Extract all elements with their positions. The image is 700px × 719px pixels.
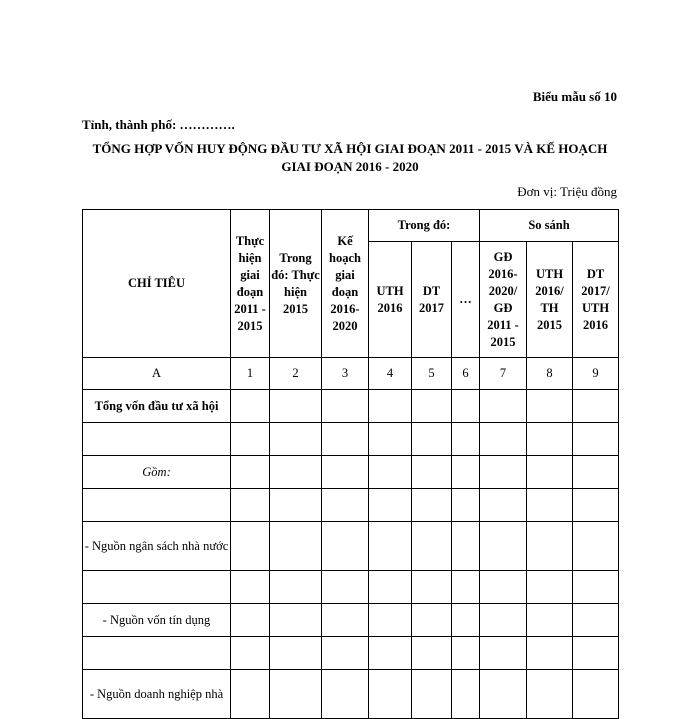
investment-table bbox=[82, 209, 619, 719]
header-criteria: CHỈ TIÊU bbox=[83, 210, 231, 358]
table-row bbox=[83, 456, 619, 489]
table-row bbox=[83, 489, 619, 522]
row-label-state-enterprise: - Nguồn doanh nghiệp nhà bbox=[83, 670, 231, 719]
header-dt-2017: DT 2017 bbox=[412, 242, 452, 358]
index-cell: 9 bbox=[573, 358, 619, 390]
table-row bbox=[83, 670, 619, 719]
row-label-total: Tổng vốn đầu tư xã hội bbox=[83, 390, 231, 423]
header-ellipsis: … bbox=[452, 242, 480, 358]
header-uth-th-ratio: UTH 2016/ TH 2015 bbox=[527, 242, 573, 358]
index-row bbox=[83, 358, 619, 390]
table-row bbox=[83, 390, 619, 423]
header-dt-uth-ratio: DT 2017/ UTH 2016 bbox=[573, 242, 619, 358]
unit-label: Đơn vị: Triệu đồng bbox=[517, 184, 617, 199]
index-cell: A bbox=[83, 358, 231, 390]
index-cell: 5 bbox=[412, 358, 452, 390]
index-cell: 3 bbox=[322, 358, 369, 390]
table-row bbox=[83, 571, 619, 604]
index-cell: 8 bbox=[527, 358, 573, 390]
index-cell: 7 bbox=[480, 358, 527, 390]
header-of-which: Trong đó: bbox=[369, 210, 480, 242]
index-cell: 6 bbox=[452, 358, 480, 390]
table-row bbox=[83, 423, 619, 456]
table-row bbox=[83, 604, 619, 637]
row-label-includes: Gồm: bbox=[83, 456, 231, 489]
header-actual-2011-2015: Thực hiện giai đoạn 2011 - 2015 bbox=[231, 210, 270, 358]
document-title: TỔNG HỢP VỐN HUY ĐỘNG ĐẦU TƯ XÃ HỘI GIAI ĐOẠN 2011 - 2015 VÀ KẾ HOẠCH GIAI ĐOẠN 2016 - 2020 bbox=[92, 141, 608, 174]
index-cell: 2 bbox=[270, 358, 322, 390]
row-label-credit: - Nguồn vốn tín dụng bbox=[83, 604, 231, 637]
header-gd-ratio: GĐ 2016-2020/ GĐ 2011 - 2015 bbox=[480, 242, 527, 358]
row-label-state-budget: - Nguồn ngân sách nhà nước bbox=[83, 522, 231, 571]
header-of-which-actual-2015: Trong đó: Thực hiện 2015 bbox=[270, 210, 322, 358]
row-label bbox=[83, 423, 231, 456]
row-label bbox=[83, 637, 231, 670]
province-line: Tỉnh, thành phố: …………. bbox=[82, 117, 235, 132]
header-row-1 bbox=[83, 210, 619, 242]
header-comparison: So sánh bbox=[480, 210, 619, 242]
index-cell: 4 bbox=[369, 358, 412, 390]
header-uth-2016: UTH 2016 bbox=[369, 242, 412, 358]
index-cell: 1 bbox=[231, 358, 270, 390]
row-label bbox=[83, 571, 231, 604]
header-plan-2016-2020: Kế hoạch giai đoạn 2016-2020 bbox=[322, 210, 369, 358]
form-number: Biểu mẫu số 10 bbox=[532, 89, 617, 104]
table-row bbox=[83, 522, 619, 571]
row-label bbox=[83, 489, 231, 522]
table-row bbox=[83, 637, 619, 670]
